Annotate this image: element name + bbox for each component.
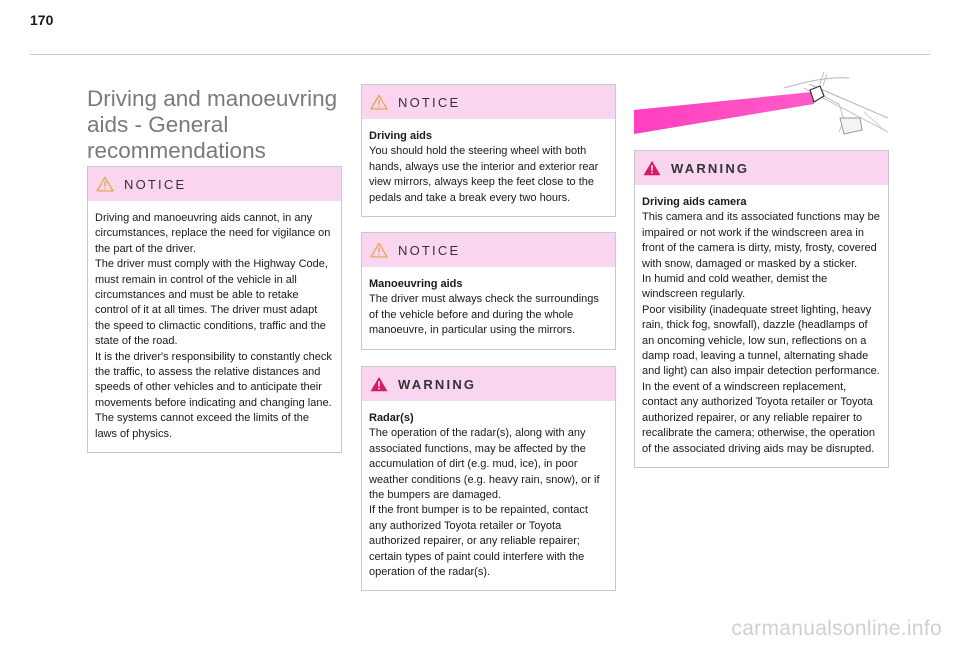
warning-triangle-outline-icon (370, 242, 388, 258)
notice-label: NOTICE (398, 242, 461, 258)
notice-text: You should hold the steering wheel with both hands, always use the interior and exterior rear view mirrors, always keep the feet close to the pedals and take a break every two hours. (369, 145, 599, 204)
notice-text: Driving and manoeuvring aids cannot, in any circumstances, replace the need for vigilance on the part of the driver. The driver must comply with the Highway Code, must remain in control of the vehicle in all circumstances and must be able to retake control of it at all times. The driver must adapt the speed to climactic conditions, traffic and the state of the road. It is the driver's responsibility to constantly check the traffic, to assess the relative distances and speeds of other vehicles and to anticipate their movements before indicating and changing lane. The systems cannot exceed the limits of the laws of physics. (95, 212, 332, 440)
notice-box (87, 166, 342, 453)
notice-header (88, 167, 341, 201)
notice-body (362, 267, 615, 349)
notice-header (362, 85, 615, 119)
warning-subtitle: Radar(s) (369, 412, 414, 424)
notice-body (88, 201, 341, 452)
warning-triangle-outline-icon (96, 176, 114, 192)
warning-text: The operation of the radar(s), along with any associated functions, may be affected by the accumulation of dirt (e.g. mud, ice), in poor weather conditions (e.g. heavy rain, snow), or if the bumpers are damaged. If the front bumper is to be repainted, contact any authorized Toyota retailer or Toyota authorized repairer, or any reliable repairer; certain types of paint could interfere with the operation of the radar(s). (369, 427, 600, 579)
page-number: 170 (30, 12, 54, 28)
warning-header (362, 367, 615, 401)
header-divider (30, 54, 930, 55)
warning-box-camera (634, 150, 889, 468)
warning-text: This camera and its associated functions may be impaired or not work if the windscreen area in front of the camera is dirty, misty, frosty, covered with snow, damaged or masked by a sticker. In humid and cold weather, demist the windscreen regularly. Poor visibility (inadequate street lighting, heavy rain, thick fog, snowfall), dazzle (headlamps of an oncoming vehicle, low sun, reflections on a damp road, leaving a tunnel, alternating shade and light) can also impair detection performance. In the event of a windscreen replacement, contact any authorized Toyota retailer or Toyota authorized repairer, or any reliable repairer to recalibrate the camera; otherwise, the operation of the associated driving aids may be disrupted. (642, 211, 880, 455)
warning-body (635, 185, 888, 467)
warning-label: WARNING (671, 160, 750, 176)
warning-header (635, 151, 888, 185)
notice-subtitle: Driving aids (369, 130, 432, 142)
warning-box-radar (361, 366, 616, 591)
windscreen-camera-icon (634, 72, 888, 144)
notice-box-driving-aids (361, 84, 616, 217)
notice-text: The driver must always check the surroundings of the vehicle before and during the whole manoeuvre, in particular using the mirrors. (369, 293, 599, 337)
warning-triangle-filled-icon (643, 160, 661, 176)
page-title: Driving and manoeuvring aids - General recommendations (87, 86, 338, 163)
notice-label: NOTICE (124, 176, 187, 192)
warning-triangle-filled-icon (370, 376, 388, 392)
notice-box-manoeuvring-aids (361, 232, 616, 350)
warning-body (362, 401, 615, 590)
notice-body (362, 119, 615, 216)
watermark: carmanualsonline.info (731, 617, 942, 640)
warning-subtitle: Driving aids camera (642, 196, 747, 208)
notice-header (362, 233, 615, 267)
notice-label: NOTICE (398, 94, 461, 110)
notice-subtitle: Manoeuvring aids (369, 278, 463, 290)
warning-triangle-outline-icon (370, 94, 388, 110)
warning-label: WARNING (398, 376, 477, 392)
